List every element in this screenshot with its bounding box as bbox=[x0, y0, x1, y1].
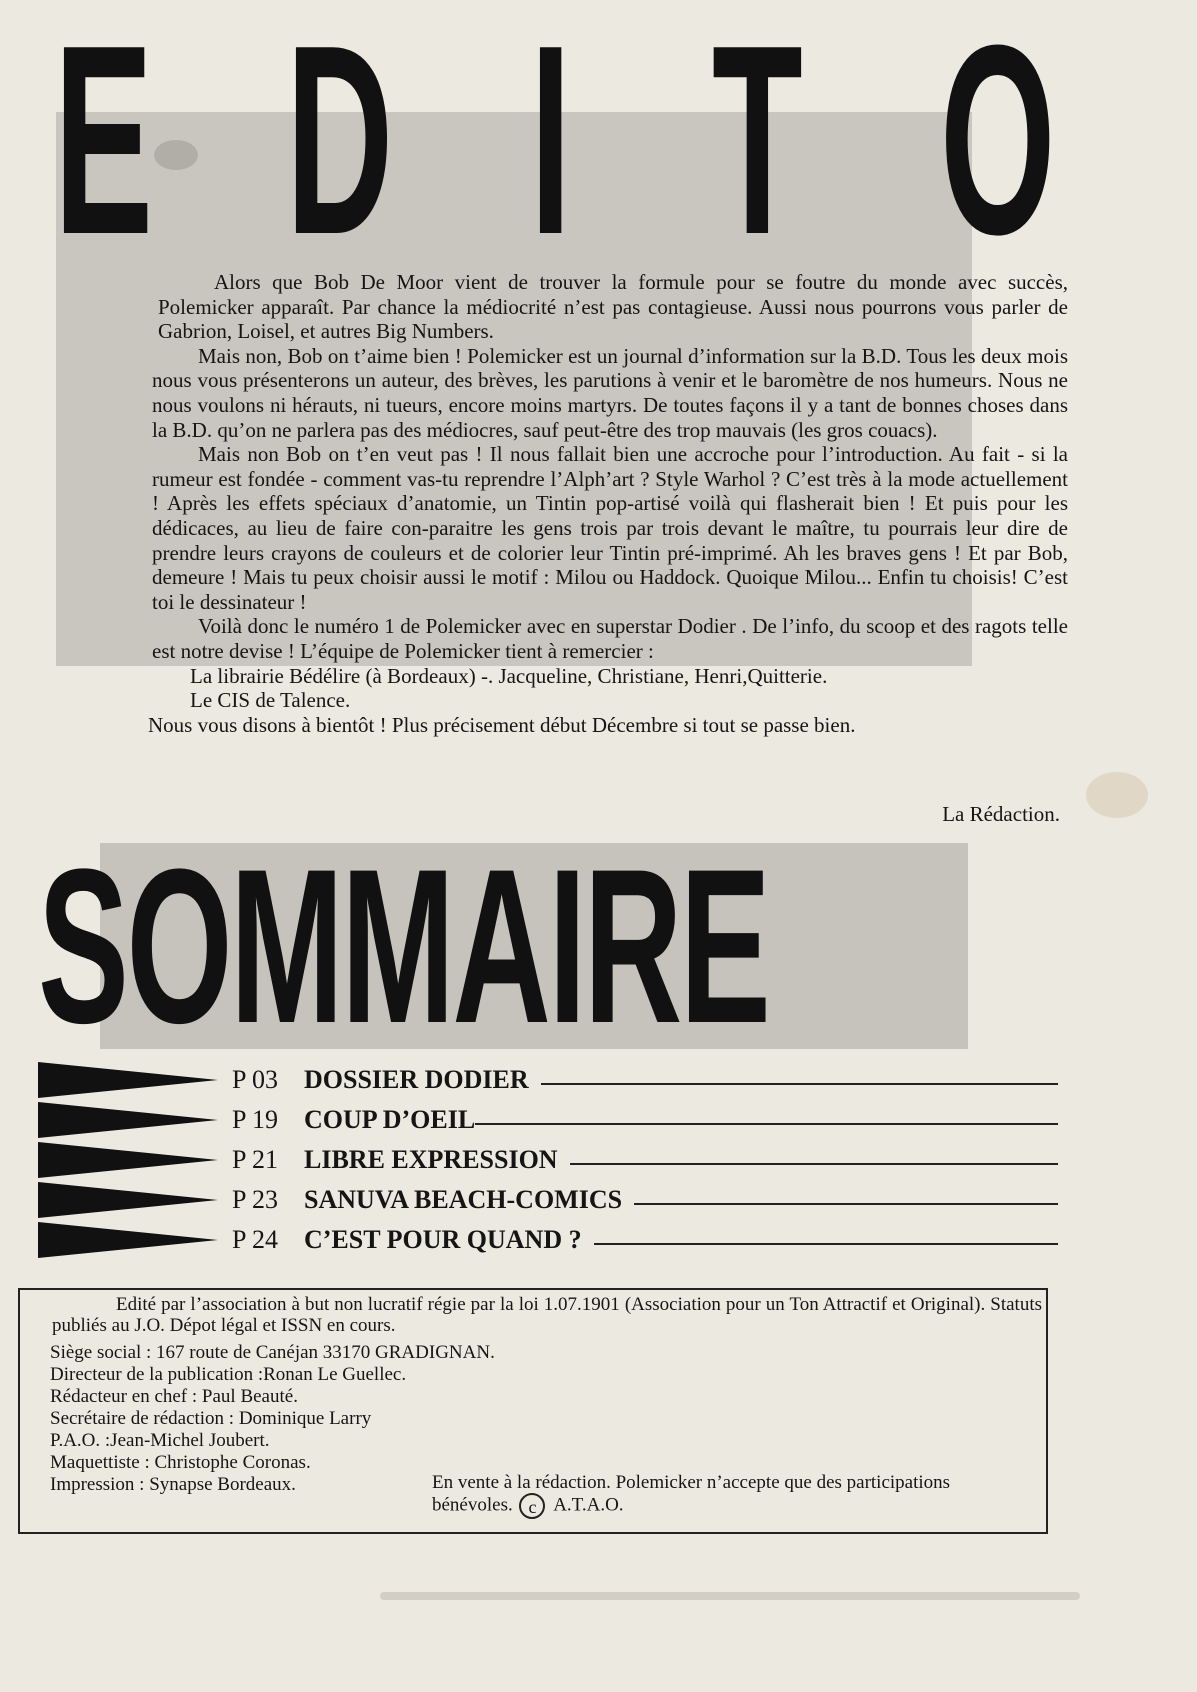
toc-page-number: P 24 bbox=[232, 1225, 278, 1254]
wedge-arrow-icon bbox=[38, 1182, 218, 1218]
toc-leader-line bbox=[634, 1203, 1058, 1205]
imprint-line: Rédacteur en chef : Paul Beauté. bbox=[50, 1386, 298, 1407]
paper-stain bbox=[1086, 772, 1148, 818]
imprint-line: Directeur de la publication :Ronan Le Guellec. bbox=[50, 1364, 407, 1385]
wedge-arrow-icon bbox=[38, 1062, 218, 1098]
imprint-line: Maquettiste : Christophe Coronas. bbox=[50, 1452, 311, 1473]
imprint-intro: Edité par l’association à but non lucratif régie par la loi 1.07.1901 (Association pour un Ton Attractif et Original). Statuts publiés au J.O. Dépot légal et ISSN en cours. bbox=[52, 1294, 1042, 1336]
edito-thanks-line: Le CIS de Talence. bbox=[190, 688, 351, 713]
toc-label: LIBRE EXPRESSION bbox=[304, 1145, 558, 1174]
toc-leader-line bbox=[475, 1123, 1058, 1125]
imprint-line: Secrétaire de rédaction : Dominique Larry bbox=[50, 1408, 372, 1429]
wedge-arrow-icon bbox=[38, 1222, 218, 1258]
edito-title-letter: E bbox=[54, 0, 154, 291]
sale-text: En vente à la rédaction. Polemicker n’accepte que des participations bénévoles. bbox=[432, 1472, 951, 1516]
toc-row bbox=[38, 1100, 1058, 1140]
imprint-line: Siège social : 167 route de Canéjan 33170 GRADIGNAN. bbox=[50, 1342, 495, 1363]
wedge-arrow-icon bbox=[38, 1102, 218, 1138]
toc-label: COUP D’OEIL bbox=[304, 1105, 476, 1134]
toc-leader-line bbox=[541, 1083, 1058, 1085]
toc-label: SANUVA BEACH-COMICS bbox=[304, 1185, 623, 1214]
sommaire-title: SOMMAIRE bbox=[38, 823, 769, 1069]
toc-leader-line bbox=[570, 1163, 1058, 1165]
toc-row bbox=[38, 1180, 1058, 1220]
imprint-line: Impression : Synapse Bordeaux. bbox=[50, 1474, 296, 1495]
imprint-box bbox=[18, 1288, 1048, 1534]
imprint-sale-note bbox=[432, 1472, 1032, 1519]
edito-title-letter: T bbox=[712, 0, 803, 291]
toc-leader-line bbox=[594, 1243, 1058, 1245]
paper-stain bbox=[154, 140, 198, 170]
toc-label: C’EST POUR QUAND ? bbox=[304, 1225, 582, 1254]
edito-closing: Nous vous disons à bientôt ! Plus précisement début Décembre si tout se passe bien. bbox=[148, 712, 856, 737]
toc-row bbox=[38, 1140, 1058, 1180]
edito-paragraph: Mais non, Bob on t’aime bien ! Polemicker est un journal d’information sur la B.D. Tous les deux mois nous vous présenterons un auteur, des brèves, les parutions à venir et le baromètre de nos humeurs. Nous ne nous voulons ni hérauts, ni tueurs, encore moins martyrs. De toutes façons il y a tant de bonnes choses dans la B.D. qu’on ne parlera pas des médiocres, sauf peut-être des trop mauvais (les gros couacs). bbox=[152, 343, 1068, 442]
copyright-holder: A.T.A.O. bbox=[553, 1494, 624, 1516]
edito-paragraph: Alors que Bob De Moor vient de trouver la formule pour se foutre du monde avec succès, Polemicker apparaît. Par chance la médiocrité n’est pas contagieuse. Aussi nous pourrons vous parler de Gabrion, Loisel, et autres Big Numbers. bbox=[158, 270, 1068, 344]
paper-scuff bbox=[380, 1592, 1080, 1600]
edito-paragraph: Mais non Bob on t’en veut pas ! Il nous fallait bien une accroche pour l’introduction. Au fait - si la rumeur est fondée - comment vas-tu reprendre l’Alph’art ? Style Warhol ? C’est très à la mode actuellement ! Après les effets spéciaux d’anatomie, un Tintin pop-artisé voilà qui flasherait bien ! Et puis pour les dédicaces, au lieu de faire con-paraitre les gens trois par trois devant le maître, tu pourrais leur dire de prendre leurs crayons de couleurs et de colorier leur Tintin pré-imprimé. Ah les braves gens ! Et par Bob, demeure ! Mais tu peux choisir aussi le motif : Milou ou Haddock. Quoique Milou... Enfin tu choisis! C’est toi le dessinateur ! bbox=[152, 442, 1068, 614]
toc-page-number: P 21 bbox=[232, 1145, 278, 1174]
edito-signature: La Rédaction. bbox=[942, 802, 1060, 826]
toc-row bbox=[38, 1060, 1058, 1100]
toc-page-number: P 19 bbox=[232, 1105, 278, 1134]
toc-row bbox=[38, 1220, 1058, 1260]
toc-label: DOSSIER DODIER bbox=[304, 1065, 529, 1094]
wedge-arrow-icon bbox=[38, 1142, 218, 1178]
edito-thanks-line: La librairie Bédélire (à Bordeaux) -. Jacqueline, Christiane, Henri,Quitterie. bbox=[190, 663, 828, 688]
edito-body bbox=[148, 270, 1068, 737]
table-of-contents bbox=[38, 1060, 1058, 1260]
edito-title-letter: I bbox=[530, 0, 572, 291]
copyright-icon: c bbox=[519, 1493, 545, 1519]
imprint-line: P.A.O. :Jean-Michel Joubert. bbox=[50, 1430, 270, 1451]
edito-title-letter: D bbox=[286, 0, 394, 291]
edito-title-letter: O bbox=[940, 0, 1056, 291]
toc-page-number: P 03 bbox=[232, 1065, 278, 1094]
edito-paragraph: Voilà donc le numéro 1 de Polemicker avec en superstar Dodier . De l’info, du scoop et des ragots telle est notre devise ! L’équipe de Polemicker tient à remercier : bbox=[152, 614, 1068, 663]
toc-page-number: P 23 bbox=[232, 1185, 278, 1214]
